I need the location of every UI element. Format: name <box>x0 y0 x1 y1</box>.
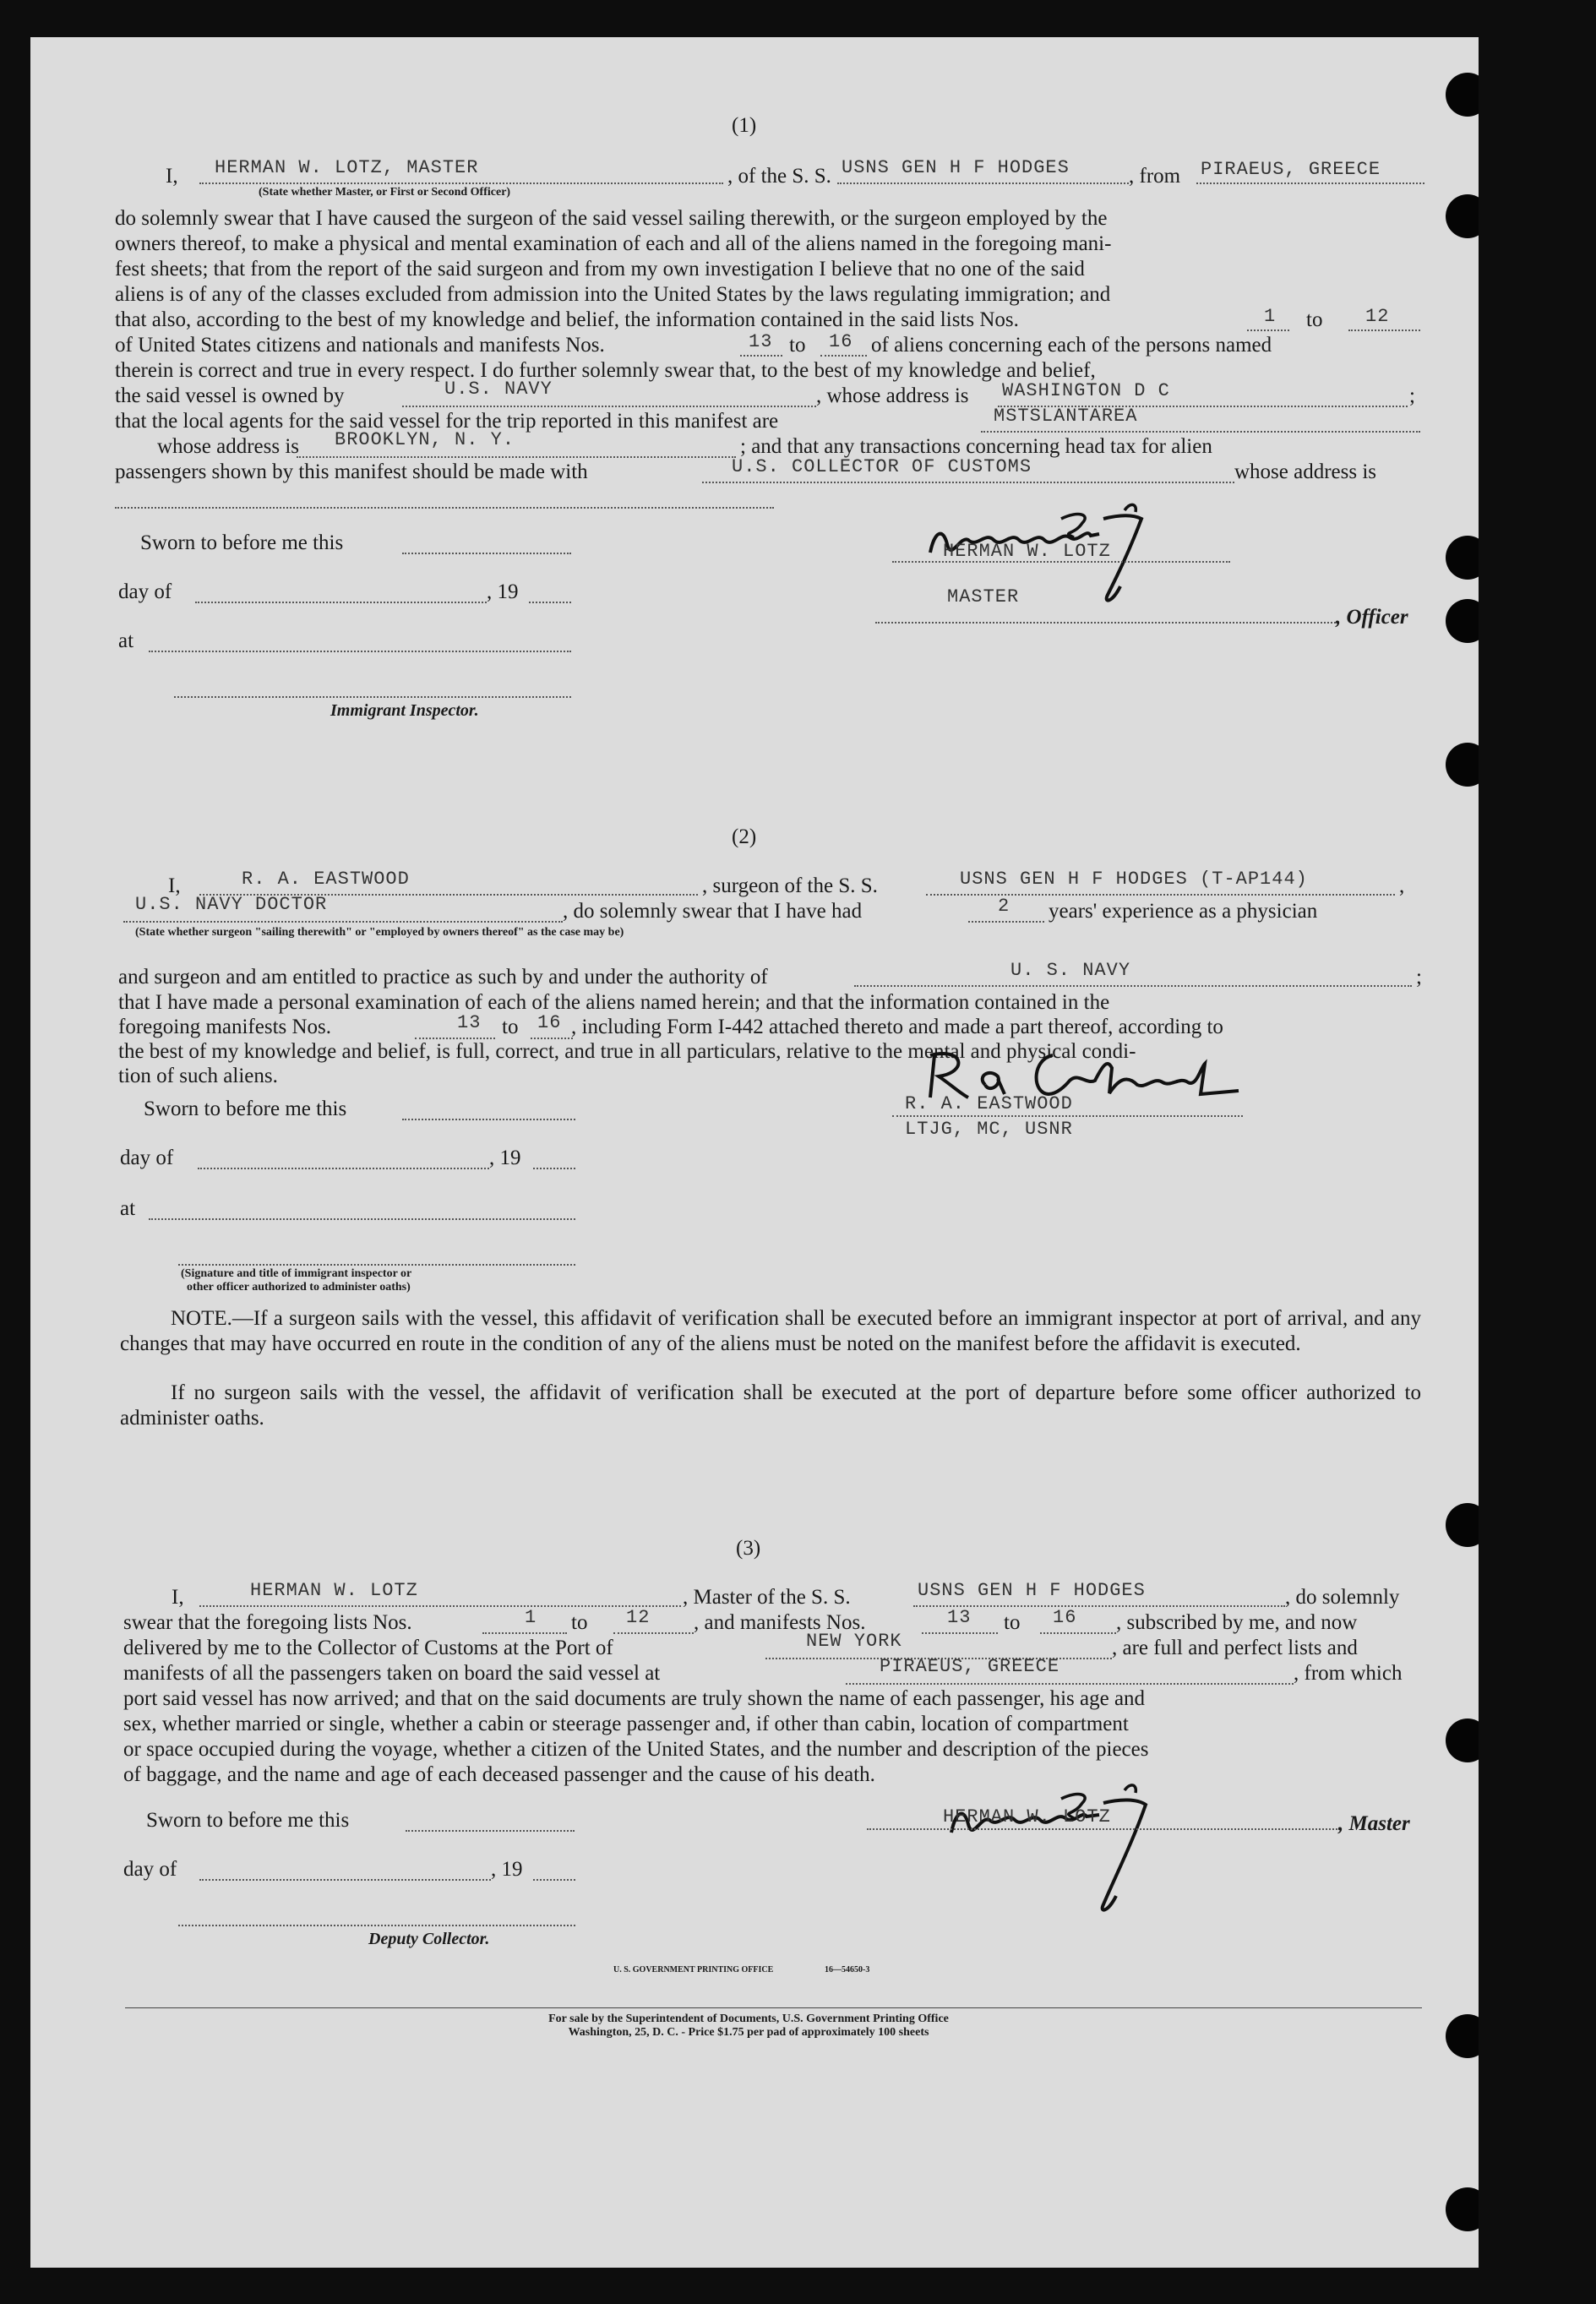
day-of-line <box>198 1168 489 1169</box>
from-label: , from <box>1129 165 1181 188</box>
intro-i: I, <box>166 165 178 188</box>
body-line: sex, whether married or single, whether a cabin or steerage passenger and, if other than cabin, location of compartment <box>123 1713 1129 1735</box>
punch-hole <box>1446 2014 1479 2058</box>
head-tax-address-line <box>115 507 774 509</box>
inspector-caption-1: (Signature and title of immigrant inspector or <box>181 1267 412 1280</box>
master-name-field: HERMAN W. LOTZ <box>250 1580 418 1601</box>
footer-rule <box>125 2007 1422 2008</box>
intro-i: I, <box>168 874 181 897</box>
head-tax-address-label: whose address is <box>1234 460 1377 483</box>
vessel-field: USNS GEN H F HODGES <box>842 157 1070 178</box>
lists-from-field: 1 <box>1264 306 1277 327</box>
years-field: 2 <box>998 896 1010 917</box>
punch-hole <box>1446 1503 1479 1547</box>
delivered-label: delivered by me to the Collector of Customs at the Port of <box>123 1637 613 1659</box>
agents-address-label: whose address is <box>157 435 300 458</box>
punch-hole <box>1446 536 1479 580</box>
year-line <box>529 602 571 603</box>
punch-hole <box>1446 1718 1479 1762</box>
boarded-at-line <box>846 1683 1294 1685</box>
punch-hole <box>1446 2187 1479 2231</box>
boarded-at-field: PIRAEUS, GREECE <box>880 1656 1060 1677</box>
manifests-label: foregoing manifests Nos. <box>118 1016 332 1038</box>
vessel-field: USNS GEN H F HODGES <box>918 1580 1146 1601</box>
boarded-text-b: , from which <box>1294 1662 1403 1685</box>
authority-line <box>854 985 1412 987</box>
at-label: at <box>120 1197 136 1220</box>
year-line <box>533 1168 575 1169</box>
body-line: therein is correct and true in every respect. I do further solemnly swear that, to the best of my knowledge and belief, <box>115 359 1096 382</box>
master-caption: , Master <box>1338 1812 1410 1835</box>
collector-caption: Deputy Collector. <box>368 1930 490 1948</box>
to-label: to <box>789 334 806 357</box>
manifests-from-line <box>922 1632 998 1634</box>
master-typed: HERMAN W. LOTZ <box>943 1806 1111 1827</box>
head-tax-label: passengers shown by this manifest should be made with <box>115 460 588 483</box>
day-of-line <box>195 602 487 603</box>
day-of-line <box>199 1879 491 1881</box>
body-line: that I have made a personal examination of each of the aliens named herein; and that the information contained in the <box>118 991 1110 1014</box>
head-tax-text: ; and that any transactions concerning head tax for alien <box>740 435 1212 458</box>
port-field: NEW YORK <box>806 1631 902 1652</box>
year-label: , 19 <box>491 1858 523 1881</box>
authority-label: and surgeon and am entitled to practice as such by and under the authority of <box>118 966 768 989</box>
master-signature-3 <box>934 1769 1239 1921</box>
lists-to-field: 12 <box>1365 306 1390 327</box>
at-line <box>149 1218 575 1220</box>
body-line: or space occupied during the voyage, whether a citizen of the United States, and the number and description of the pieces <box>123 1738 1149 1761</box>
signer-title: MASTER <box>947 586 1020 607</box>
form-number: 16—54650-3 <box>825 1965 870 1974</box>
owner-address-field: WASHINGTON D C <box>1002 380 1170 401</box>
master-of-label: , Master of the S. S. <box>683 1586 851 1609</box>
year-label: , 19 <box>487 580 519 603</box>
vessel-line <box>837 182 1129 184</box>
agents-line <box>981 431 1420 433</box>
inspector-caption: Immigrant Inspector. <box>330 701 479 720</box>
surgeon-typed: R. A. EASTWOOD <box>905 1093 1073 1114</box>
agents-address-line <box>297 456 736 458</box>
years-line <box>968 921 1044 923</box>
lists-from-line <box>482 1632 567 1634</box>
master-signer-line <box>867 1828 1340 1830</box>
sale-line-2: Washington, 25, D. C. - Price $1.75 per pad of approximately 100 sheets <box>568 2026 929 2039</box>
signer-typed: HERMAN W. LOTZ <box>943 541 1111 562</box>
intro-i: I, <box>172 1586 184 1609</box>
lists-to-field: 12 <box>626 1607 651 1628</box>
from-port-field: PIRAEUS, GREECE <box>1201 159 1381 180</box>
lists-from-line <box>1247 330 1289 331</box>
punch-hole <box>1446 743 1479 787</box>
manifests-line-text: of United States citizens and nationals and manifests Nos. <box>115 334 605 357</box>
sworn-label: Sworn to before me this <box>146 1809 350 1832</box>
boarded-label: manifests of all the passengers taken on board the said vessel at <box>123 1662 661 1685</box>
manifests-to-line <box>820 355 867 357</box>
owner-address-label: , whose address is <box>816 384 969 407</box>
manifests-from-field: 13 <box>749 331 773 352</box>
head-tax-party-line <box>702 482 1234 483</box>
punch-hole <box>1446 194 1479 238</box>
at-label: at <box>118 629 134 652</box>
master-caption: (State whether Master, or First or Second Officer) <box>259 186 511 199</box>
manifests-from-line <box>740 355 782 357</box>
section-number: (1) <box>732 114 757 137</box>
note-paragraph-2: If no surgeon sails with the vessel, the affidavit of verification shall be executed at the port of departure before some officer authorized to administer oaths. <box>120 1381 1421 1430</box>
agents-address-field: BROOKLYN, N. Y. <box>335 429 515 450</box>
lists-label: swear that the foregoing lists Nos. <box>123 1611 412 1634</box>
manifests-line-text-b: of aliens concerning each of the persons named <box>871 334 1272 357</box>
manifests-from-field: 13 <box>457 1012 482 1033</box>
body-line: of baggage, and the name and age of each deceased passenger and the cause of his death. <box>123 1763 875 1786</box>
year-label: , 19 <box>489 1147 521 1169</box>
surgeon-name-field: R. A. EASTWOOD <box>242 869 410 890</box>
section-number: (2) <box>732 825 757 848</box>
manifests-to-field: 16 <box>1053 1607 1077 1628</box>
vessel-line <box>926 894 1395 896</box>
owner-line <box>402 406 816 407</box>
master-name-field: HERMAN W. LOTZ, MASTER <box>215 157 479 178</box>
from-port-line <box>1196 182 1424 184</box>
vessel-field: USNS GEN H F HODGES (T-AP144) <box>960 869 1308 890</box>
gpo-imprint: U. S. GOVERNMENT PRINTING OFFICE <box>613 1965 774 1974</box>
master-name-line <box>199 1605 681 1607</box>
sworn-line <box>406 1830 575 1832</box>
sale-line-1: For sale by the Superintendent of Documents, U.S. Government Printing Office <box>548 2013 949 2025</box>
day-of-label: day of <box>118 580 172 603</box>
manifests-to-field: 16 <box>537 1012 562 1033</box>
body-line: owners thereof, to make a physical and mental examination of each and all of the aliens named in the foregoing mani- <box>115 232 1112 255</box>
delivered-text-b: , are full and perfect lists and <box>1112 1637 1358 1659</box>
sworn-line <box>402 553 571 554</box>
to-label: to <box>571 1611 588 1634</box>
year-line <box>533 1879 575 1881</box>
agents-label: that the local agents for the said vessel for the trip reported in this manifest are <box>115 410 779 433</box>
punch-hole <box>1446 73 1479 117</box>
master-name-line <box>199 182 723 184</box>
agents-field: MSTSLANTAREA <box>994 406 1138 427</box>
body-line: do solemnly swear that I have caused the surgeon of the said vessel sailing therewith, or the surgeon employed by the <box>115 207 1108 230</box>
body-line: fest sheets; that from the report of the said surgeon and from my own investigation I believe that no one of the said <box>115 258 1085 281</box>
body-line: the best of my knowledge and belief, is full, correct, and true in all particulars, relative to the mental and physical condi- <box>118 1040 1136 1063</box>
sworn-line <box>402 1119 575 1120</box>
surgeon-type-line <box>123 921 563 923</box>
lists-from-field: 1 <box>525 1607 537 1628</box>
body-line: port said vessel has now arrived; and that on the said documents are truly shown the name of each passenger, his age and <box>123 1687 1146 1710</box>
officer-caption: , Officer <box>1336 606 1408 629</box>
lists-text-c: , subscribed by me, and now <box>1116 1611 1358 1634</box>
lists-to-line <box>613 1632 694 1634</box>
solemnly-label: , do solemnly <box>1285 1586 1400 1609</box>
surgeon-rank: LTJG, MC, USNR <box>905 1119 1073 1140</box>
surgeon-type-field: U.S. NAVY DOCTOR <box>135 894 328 915</box>
semicolon: ; <box>1409 384 1415 407</box>
to-label: to <box>1004 1611 1021 1634</box>
manifests-to-field: 16 <box>829 331 853 352</box>
manifests-from-field: 13 <box>947 1607 972 1628</box>
of-ss-label: , of the S. S. <box>727 165 831 188</box>
semicolon: ; <box>1416 966 1422 989</box>
lists-to-line <box>1348 330 1420 331</box>
inspector-line <box>178 1264 575 1266</box>
manifest-affidavit-page <box>30 37 1479 2268</box>
day-of-label: day of <box>123 1858 177 1881</box>
surgeon-caption: (State whether surgeon "sailing therewith" or "employed by owners thereof" as the case may be) <box>135 926 624 939</box>
owned-by-label: the said vessel is owned by <box>115 384 345 407</box>
section-number: (3) <box>736 1537 761 1560</box>
lists-text-b: , and manifests Nos. <box>694 1611 866 1634</box>
body-line: aliens is of any of the classes excluded from admission into the United States by the laws regulating immigration; and <box>115 283 1111 306</box>
lists-line-text: that also, according to the best of my knowledge and belief, the information contained in the said lists Nos. <box>115 308 1019 331</box>
manifests-text: , including Form I-442 attached thereto and made a part thereof, according to <box>571 1016 1223 1038</box>
officer-line <box>875 622 1336 624</box>
surgeon-of-label: , surgeon of the S. S. <box>702 874 878 897</box>
head-tax-party-field: U.S. COLLECTOR OF CUSTOMS <box>732 456 1032 477</box>
to-label: to <box>502 1016 519 1038</box>
comma: , <box>1399 874 1405 897</box>
surgeon-signer-line <box>892 1115 1243 1117</box>
manifests-to-line <box>1040 1632 1116 1634</box>
body-line: tion of such aliens. <box>118 1065 278 1087</box>
at-line <box>149 651 571 652</box>
day-of-label: day of <box>120 1147 174 1169</box>
authority-field: U. S. NAVY <box>1010 960 1131 981</box>
signer-line <box>892 561 1230 563</box>
swear-text: , do solemnly swear that I have had <box>563 900 863 923</box>
punch-hole <box>1446 599 1479 643</box>
to-label: to <box>1306 308 1323 331</box>
swear-text-b: years' experience as a physician <box>1049 900 1318 923</box>
sworn-label: Sworn to before me this <box>144 1098 347 1120</box>
owner-field: U.S. NAVY <box>444 379 553 400</box>
inspector-caption-2: other officer authorized to administer oaths) <box>187 1281 411 1294</box>
sworn-label: Sworn to before me this <box>140 531 344 554</box>
note-paragraph: NOTE.—If a surgeon sails with the vessel, this affidavit of verification shall be executed before an immigrant inspector at port of arrival, and any changes that may have occurred en route in the condition of any of the aliens must be noted on the manifest before the affidavit is executed. <box>120 1307 1421 1355</box>
